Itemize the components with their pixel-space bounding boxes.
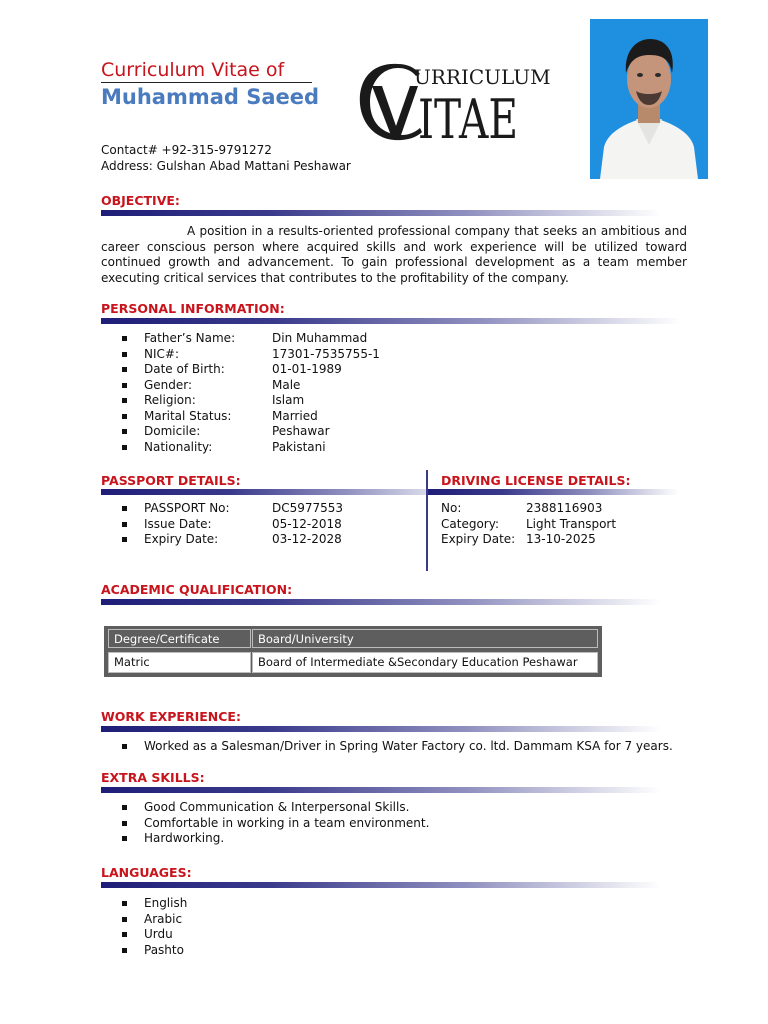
- table-cell: Matric: [108, 652, 251, 673]
- column-separator: [426, 470, 428, 571]
- languages-heading: LANGUAGES:: [101, 865, 192, 880]
- svg-text:URRICULUM: URRICULUM: [414, 65, 551, 89]
- license-row: No: 2388116903: [441, 501, 603, 515]
- list-item: Date of Birth: 01-01-1989: [122, 362, 380, 378]
- list-item: Worked as a Salesman/Driver in Spring Water Factory co. ltd. Dammam KSA for 7 years.: [122, 739, 673, 755]
- profile-photo: [590, 19, 708, 179]
- candidate-name: Muhammad Saeed: [101, 85, 320, 109]
- list-item: Urdu: [122, 927, 187, 943]
- list-item: Nationality: Pakistani: [122, 440, 380, 456]
- list-item: Gender: Male: [122, 378, 380, 394]
- section-divider: [101, 318, 681, 324]
- driving-license-details: [441, 501, 616, 548]
- section-divider: [101, 726, 661, 732]
- objective-text: A position in a results-oriented professional company that seeks an ambitious and career conscious person where acquired skills and work experience will be utilized toward continued growth and advancement. To gain professional development as a team member executing critical services that contributes to the profitability of the company.: [101, 224, 687, 285]
- passport-heading: PASSPORT DETAILS:: [101, 473, 241, 488]
- license-row: Expiry Date: 13-10-2025: [441, 532, 596, 546]
- work-experience-heading: WORK EXPERIENCE:: [101, 709, 241, 724]
- passport-list: [122, 501, 343, 548]
- list-item: Father’s Name: Din Muhammad: [122, 331, 380, 347]
- personal-info-heading: PERSONAL INFORMATION:: [101, 301, 285, 316]
- svg-text:ITAE: ITAE: [418, 88, 518, 151]
- list-item: Religion: Islam: [122, 393, 380, 409]
- contact-block: [101, 142, 351, 174]
- section-divider: [101, 489, 426, 495]
- list-item: Hardworking.: [122, 831, 429, 847]
- list-item: Marital Status: Married: [122, 409, 380, 425]
- table-header: Board/University: [252, 629, 598, 648]
- extra-skills-heading: EXTRA SKILLS:: [101, 770, 205, 785]
- list-item: Expiry Date: 03-12-2028: [122, 532, 343, 548]
- academic-table: [104, 626, 602, 677]
- academic-heading: ACADEMIC QUALIFICATION:: [101, 582, 293, 597]
- section-divider: [101, 787, 661, 793]
- curriculum-vitae-logo: [352, 56, 551, 151]
- personal-info-list: [122, 331, 380, 455]
- license-row: Category: Light Transport: [441, 516, 617, 531]
- objective-heading: OBJECTIVE:: [101, 193, 180, 208]
- languages-list: [122, 896, 187, 958]
- table-cell: Board of Intermediate &Secondary Education Peshawar: [252, 652, 598, 673]
- list-item: Good Communication & Interpersonal Skills.: [122, 800, 429, 816]
- contact-phone: Contact# +92-315-9791272: [101, 143, 272, 157]
- list-item: Arabic: [122, 912, 187, 928]
- list-item: English: [122, 896, 187, 912]
- cv-title: Curriculum Vitae of: [101, 59, 285, 81]
- section-divider: [101, 882, 661, 888]
- table-header: Degree/Certificate: [108, 629, 251, 648]
- section-divider: [101, 599, 661, 605]
- list-item: Issue Date: 05-12-2018: [122, 517, 343, 533]
- title-underline: [101, 82, 312, 83]
- work-experience-list: [122, 739, 673, 755]
- driving-license-heading: DRIVING LICENSE DETAILS:: [441, 473, 631, 488]
- list-item: Pashto: [122, 943, 187, 959]
- section-divider: [101, 210, 661, 216]
- extra-skills-list: [122, 800, 429, 847]
- list-item: PASSPORT No: DC5977553: [122, 501, 343, 517]
- section-divider: [428, 489, 678, 495]
- list-item: Domicile: Peshawar: [122, 424, 380, 440]
- list-item: Comfortable in working in a team environment.: [122, 816, 429, 832]
- list-item: NIC#: 17301-7535755-1: [122, 347, 380, 363]
- contact-address: Address: Gulshan Abad Mattani Peshawar: [101, 159, 351, 173]
